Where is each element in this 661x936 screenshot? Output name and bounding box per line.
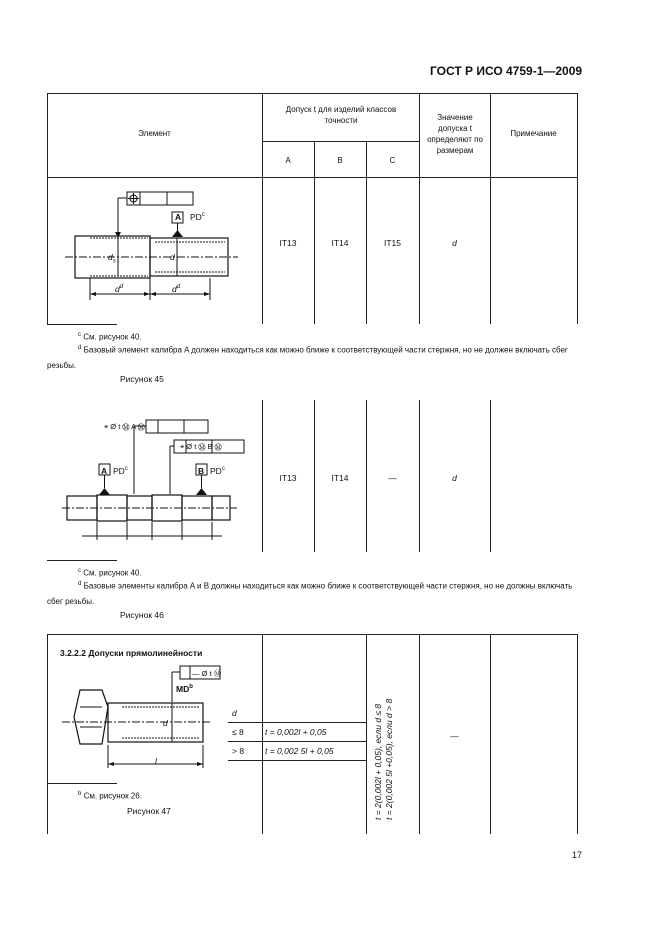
row2-class-b: IT14 [331, 473, 349, 483]
col-value-header: Значение допуска t определяют по размерам [427, 113, 483, 155]
col-a-header: A [285, 156, 291, 165]
mini-r1-key: ≤ 8 [232, 727, 244, 737]
figure-46-caption: Рисунок 46 [120, 610, 164, 620]
row3-dim-l: l [155, 756, 157, 766]
row3-formula-2: t = 2(0,002 5l +0,05), если d > 8 [384, 698, 394, 820]
mini-r1-val: t = 0,002l + 0,05 [265, 727, 327, 737]
figure-45-drawing [60, 188, 250, 308]
page-number: 17 [572, 850, 583, 860]
row1-class-b: IT14 [331, 238, 349, 248]
col-note-header: Примечание [510, 129, 557, 138]
row1-dim-d: d [170, 252, 175, 262]
row2-frame2: ⌖ Ø t Ⓜ B Ⓜ [180, 442, 222, 451]
table-top-border [47, 93, 578, 94]
row2-class-a: IT13 [279, 473, 297, 483]
row2-datum-b: B [198, 466, 205, 476]
table-header-bottom [47, 177, 578, 178]
row1-datum-label: A [175, 212, 182, 222]
col-tolerance-header: Допуск t для изделий классов точности [285, 105, 397, 125]
figure-47-caption: Рисунок 47 [127, 806, 171, 816]
row2-footnote-c: $^c$ См. рисунок 40. [78, 568, 142, 578]
row2-pd-a: $PD^c$ [113, 466, 128, 476]
row2-footnote-d: $^d$ Базовые элементы калибра A и B должны находиться как можно ближе к соответствующей части стержня, но не должны включать сбег резьбы. [47, 581, 573, 606]
col-element-header: Элемент [138, 129, 171, 138]
row3-md-label: $MD^b$ [176, 684, 193, 694]
document-code: ГОСТ Р ИСО 4759-1—2009 [430, 64, 583, 78]
row1-len-right: $d^d$ [172, 284, 181, 294]
col-b-header: B [337, 156, 343, 165]
mini-table-head: d [232, 708, 237, 718]
row3-formula-1: t = 2(0,002l + 0,05), если d ≤ 8 [373, 703, 383, 820]
row2-pd-b: $PD^c$ [210, 466, 225, 476]
row1-footnote-c: $^c$ См. рисунок 40. [78, 332, 142, 342]
row3-footnote-b: $^b$ См. рисунок 26. [78, 791, 142, 801]
row2-frame1: ⌖ Ø t Ⓜ A Ⓜ [104, 422, 145, 431]
row1-len-left: $d^d$ [115, 284, 124, 294]
row1-pd-label: $PD^c$ [190, 212, 205, 222]
row1-footnote-d: $^d$ Базовый элемент калибра A должен находиться как можно ближе к соответствующей части стержня, но не должен включать сбег резьбы. [47, 345, 568, 370]
row1-value: d [452, 238, 457, 248]
figure-45-caption: Рисунок 45 [120, 374, 164, 384]
section-heading: 3.2.2.2 Допуски прямолинейности [60, 648, 203, 658]
row3-dim-d: d [163, 718, 168, 728]
row3-frame: — Ø t Ⓜ [192, 669, 222, 678]
row3-value: — [450, 731, 459, 741]
row1-class-c: IT15 [383, 238, 401, 248]
row2-value: d [452, 473, 457, 483]
row2-class-c: — [388, 473, 397, 483]
mini-r2-key: > 8 [232, 746, 245, 756]
row2-datum-a: A [101, 466, 108, 476]
figure-46-drawing [62, 412, 252, 547]
col-c-header: C [389, 156, 396, 165]
row1-class-a: IT13 [279, 238, 297, 248]
row1-dim-ds: $d_s$ [108, 252, 116, 265]
mini-r2-val: t = 0,002 5l + 0,05 [265, 746, 334, 756]
